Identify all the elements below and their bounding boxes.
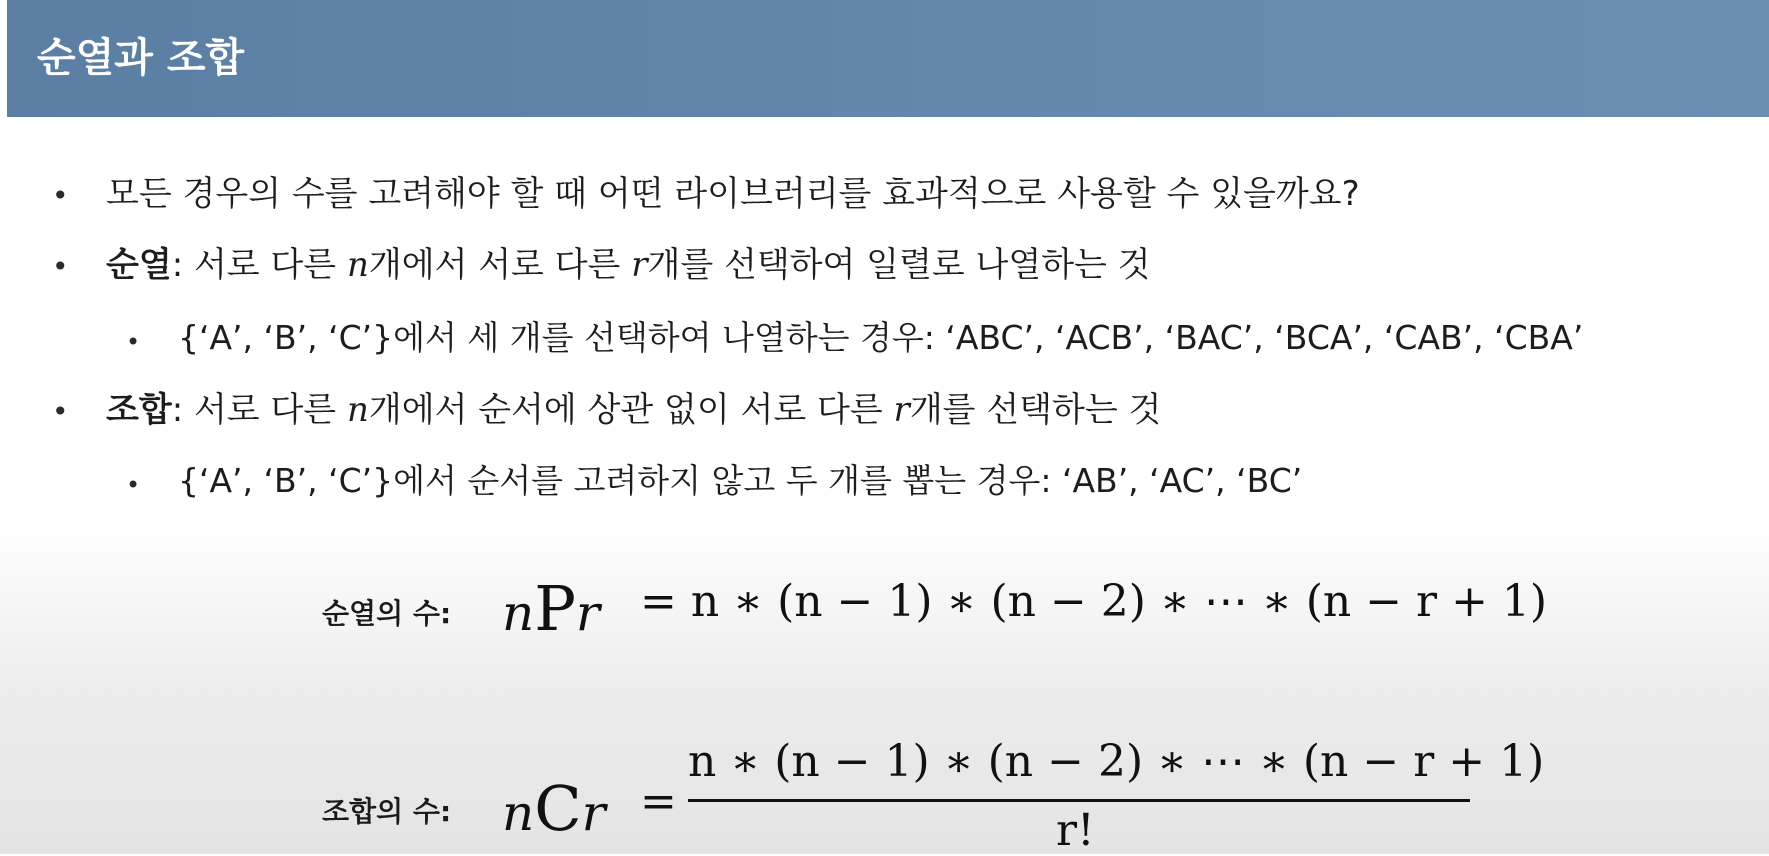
permutation-symbol: [502, 572, 600, 645]
permutation-def-mid: 개에서 서로 다른: [368, 245, 632, 285]
combination-term: 조합: [106, 390, 172, 430]
combination-equals: =: [640, 776, 677, 827]
combination-denominator: r!: [1056, 805, 1095, 856]
combination-numerator: n ∗ (n − 1) ∗ (n − 2) ∗ ⋯ ∗ (n − r + 1): [688, 736, 1545, 787]
permutation-def-post: 개를 선택하여 일렬로 나열하는 것: [647, 245, 1151, 285]
combination-def-pre: : 서로 다른: [171, 390, 347, 430]
sub-bullet-dot: •: [126, 471, 141, 499]
combination-def-mid: 개에서 순서에 상관 없이 서로 다른: [368, 390, 894, 430]
perm-r: r: [575, 584, 600, 642]
permutation-example: {‘A’, ‘B’, ‘C’}에서 세 개를 선택하여 나열하는 경우: ‘ABC’, ‘ACB’, ‘BAC’, ‘BCA’, ‘CAB’, ‘CBA’: [178, 318, 1584, 357]
bullet-item-permutation: [106, 245, 1151, 285]
perm-n: n: [502, 584, 535, 642]
perm-P: P: [534, 572, 576, 645]
var-r: r: [893, 390, 910, 430]
bullet-dot: •: [52, 395, 69, 428]
comb-n: n: [502, 784, 535, 842]
combination-def-post: 개를 선택하는 것: [909, 390, 1162, 430]
var-n: n: [346, 245, 369, 285]
permutation-count-label: 순열의 수:: [322, 597, 452, 630]
comb-r: r: [581, 784, 606, 842]
combination-symbol: [502, 772, 606, 845]
sub-bullet-dot: •: [126, 328, 141, 356]
var-n: n: [346, 390, 369, 430]
bullet-item-question: 모든 경우의 수를 고려해야 할 때 어떤 라이브러리를 효과적으로 사용할 수 있을까요?: [106, 174, 1360, 214]
fraction-bar: [688, 799, 1470, 802]
permutation-expression: = n ∗ (n − 1) ∗ (n − 2) ∗ ⋯ ∗ (n − r + 1): [640, 576, 1548, 627]
bullet-dot: •: [52, 179, 69, 212]
slide-title: 순열과 조합: [37, 35, 245, 81]
combination-count-label: 조합의 수:: [322, 795, 452, 828]
permutation-def-pre: : 서로 다른: [171, 245, 347, 285]
title-bar: [7, 0, 1769, 117]
var-r: r: [631, 245, 648, 285]
combination-example: {‘A’, ‘B’, ‘C’}에서 순서를 고려하지 않고 두 개를 뽑는 경우: ‘AB’, ‘AC’, ‘BC’: [178, 461, 1303, 500]
bullet-item-combination: [106, 390, 1161, 430]
comb-C: C: [534, 772, 582, 845]
permutation-term: 순열: [106, 245, 172, 285]
bullet-dot: •: [52, 250, 69, 283]
